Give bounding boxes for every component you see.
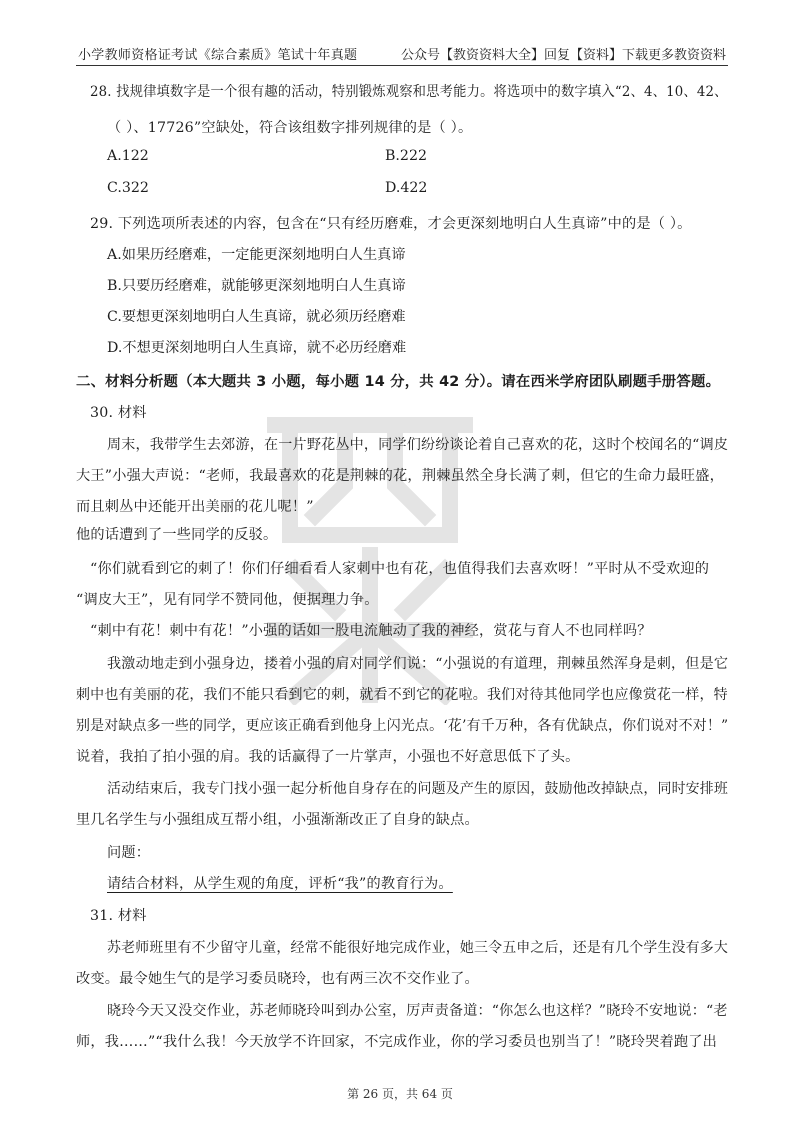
q29-option-d: D.不想更深刻地明白人生真谛，就不必历经磨难 [107,340,407,356]
q30-para5-line4: 说着，我拍了拍小强的肩。我的话赢得了一片掌声，小强也不好意思低下了头。 [76,749,580,765]
q31-para1-line2: 改变。最令她生气的是学习委员晓玲，也有两三次不交作业了。 [76,971,479,987]
header-title: 小学教师资格证考试《综合素质》笔试十年真题 [78,48,358,63]
q30-para5-line2: 刺中也有美丽的花，我们不能只看到它的刺，就看不到它的花啦。我们对待其他同学也应像赏花一样，特 [76,687,728,703]
q31-para2-line2: 师，我……”“我什么我！今天放学不许回家，不完成作业，你的学习委员也别当了！”晓玲哭着跑了出 [76,1034,718,1050]
q29-stem: 29. 下列选项所表述的内容，包含在“只有经历磨难，才会更深刻地明白人生真谛”中的是（ ）。 [90,216,692,232]
q28-option-c: C.322 [107,180,149,196]
q30-label: 30. 材料 [90,405,147,421]
section-heading: 二、材料分析题（本大题共 3 小题，每小题 14 分，共 42 分）。请在西米学府团队刷题手册答题。 [76,374,721,390]
q30-para1-line2: 大王”小强大声说：“老师，我最喜欢的花是荆棘的花，荆棘虽然全身长满了刺，但它的生命力最旺盛， [76,468,724,484]
q28-option-b: B.222 [385,148,428,164]
q30-para2: 他的话遭到了一些同学的反驳。 [76,527,278,543]
q30-para1-line3: 而且刺丛中还能开出美丽的花儿呢！” [76,499,314,515]
q30-para5-line1: 我激动地走到小强身边，搂着小强的肩对同学们说：“小强说的有道理，荆棘虽然浑身是刺，但是它 [107,656,729,672]
q28-option-a: A.122 [107,148,149,164]
q30-para6-line1: 活动结束后，我专门找小强一起分析他自身存在的问题及产生的原因，鼓励他改掉缺点，同时安排班 [107,781,729,797]
q30-para5-line3: 别是对缺点多一些的同学，更应该正确看到他身上闪光点。‘花’有千万种，各有优缺点，你们说对不对！” [76,718,729,734]
q30-para6-line2: 里几名学生与小强组成互帮小组，小强渐渐改正了自身的缺点。 [76,812,479,828]
q31-para1-line1: 苏老师班里有不少留守儿童，经常不能很好地完成作业，她三令五申之后，还是有几个学生没有多大 [107,940,729,956]
q28-stem-line1: 28. 找规律填数字是一个很有趣的活动，特别锻炼观察和思考能力。将选项中的数字填入“2、4、10、42、 [90,84,728,100]
q30-para4: “刺中有花！刺中有花！”小强的话如一股电流触动了我的神经，赏花与育人不也同样吗？ [90,623,652,639]
q31-para2-line1: 晓玲今天又没交作业，苏老师晓玲叫到办公室，厉声责备道：“你怎么也这样？”晓玲不安地说：“老 [107,1003,728,1019]
q28-stem-line2: （ ）、17726”空缺处，符合该组数字排列规律的是（ ）。 [107,120,473,136]
q30-para3-line2: “调皮大王”，见有同学不赞同他，便据理力争。 [76,592,379,608]
q29-option-a: A.如果历经磨难，一定能更深刻地明白人生真谛 [107,247,406,263]
q29-option-c: C.要想更深刻地明白人生真谛，就必须历经磨难 [107,309,406,325]
header-promo: 公众号【教资资料大全】回复【资料】下载更多教资资料 [400,48,726,63]
q30-para1-line1: 周末，我带学生去郊游，在一片野花丛中，同学们纷纷谈论着自己喜欢的花，这时个校闻名的“调皮 [107,437,729,453]
header-divider [76,65,728,66]
q28-option-d: D.422 [385,180,428,196]
q31-label: 31. 材料 [90,908,147,924]
q29-option-b: B.只要历经磨难，就能够更深刻地明白人生真谛 [107,278,406,294]
q30-question: 请结合材料，从学生观的角度，评析“我”的教育行为。 [107,876,453,892]
q30-question-label: 问题： [107,845,151,861]
q30-para3-line1: “你们就看到它的刺了！你们仔细看看人家刺中也有花，也值得我们去喜欢呀！”平时从不受欢迎的 [90,561,710,577]
page-number: 第 26 页，共 64 页 [347,1087,453,1101]
